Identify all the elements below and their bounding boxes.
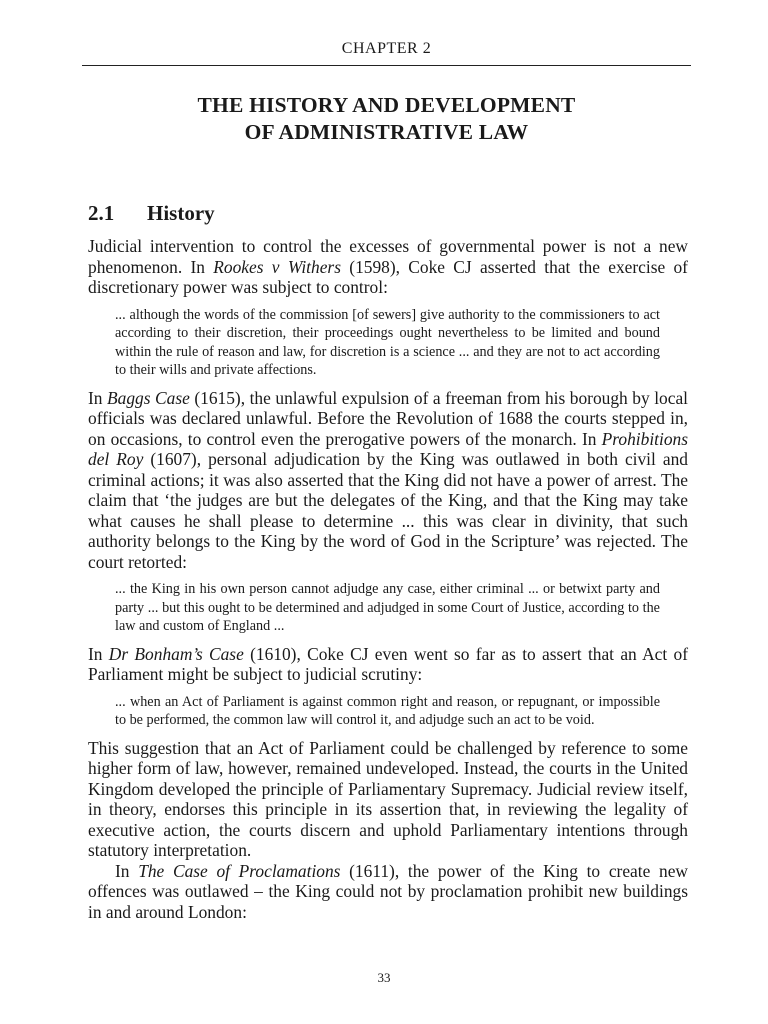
paragraph-4: This suggestion that an Act of Parliament could be challenged by reference to some higher form of law, however, remained undeveloped. Instead, the courts in the United Kingdom developed the principle of Parliamentary Supremacy. Judicial review itself, in theory, endorses this principle in its assertion that, in reviewing the legality of executive action, the courts discern and uphold Parliamentary intentions through statutory interpretation. [88, 737, 688, 860]
section-title: History [147, 201, 215, 225]
block-quote-3: ... when an Act of Parliament is against common right and reason, or repugnant, or impossible to be performed, the common law will control it, and adjudge such an act to be void. [115, 693, 660, 728]
paragraph-3-text-a: In [88, 643, 109, 664]
page-number: 33 [377, 970, 391, 985]
section-heading [88, 201, 215, 226]
chapter-title-line-1: THE HISTORY AND DEVELOPMENT [197, 93, 576, 117]
case-name-prohibitions: Prohibitions del Roy [88, 428, 688, 469]
paragraph-3 [88, 644, 688, 685]
paragraph-5-text-b: (1611), the power of the King to create new offences was outlawed – the King could not by proclamation prohibit new buildings in and around London: [88, 860, 688, 922]
header-rule [82, 65, 691, 66]
paragraph-5-text-a: In [115, 860, 139, 881]
chapter-title-line-2: OF ADMINISTRATIVE LAW [244, 120, 529, 144]
case-name-proclamations: The Case of Proclamations [138, 860, 341, 881]
paragraph-5 [88, 861, 688, 923]
paragraph-1 [88, 236, 688, 298]
case-name-rookes: Rookes v Withers [213, 256, 341, 277]
block-quote-1: ... although the words of the commission [of sewers] give authority to the commissioners to act according to their discretion, their proceedings ought nevertheless to be limited and bound within the rule of reason and law, for discretion is a science ... and they are not to act according to their wills and private affections. [115, 306, 660, 378]
section-number: 2.1 [88, 201, 115, 225]
case-name-baggs: Baggs Case [107, 387, 190, 408]
paragraph-2-text-a: In [88, 387, 108, 408]
chapter-title [82, 92, 691, 146]
running-head: CHAPTER 2 [341, 40, 432, 57]
body-text [88, 236, 688, 922]
paragraph-2-text-b: (1615), the unlawful expulsion of a freeman from his borough by local officials was declared unlawful. Before the Revolution of 1688 the courts stepped in, on occasions, to control even the prerogative powers of the monarch. In [88, 387, 689, 449]
paragraph-3-text-b: (1610), Coke CJ even went so far as to assert that an Act of Parliament might be subject to judicial scrutiny: [88, 643, 688, 684]
paragraph-2 [88, 388, 688, 573]
paragraph-2-text-c: (1607), personal adjudication by the King was outlawed in both civil and criminal actions; it was also asserted that the King did not have a power of arrest. The claim that ‘the judges are but the delegates of the King, and that the King may take what causes he shall please to determine ... this was clear in divinity, that such authority belongs to the King by the word of God in the Scripture’ was rejected. The court retorted: [88, 449, 688, 572]
paragraph-1-text-a: Judicial intervention to control the excesses of governmental power is not a new phenomenon. In [88, 236, 688, 277]
case-name-bonham: Dr Bonham’s Case [108, 643, 244, 664]
block-quote-2: ... the King in his own person cannot adjudge any case, either criminal ... or betwixt party and party ... but this ought to be determined and adjudged in some Court of Justice, according to the law and custom of England ... [115, 581, 660, 634]
paragraph-1-text-b: (1598), Coke CJ asserted that the exercise of discretionary power was subject to control: [88, 256, 688, 297]
